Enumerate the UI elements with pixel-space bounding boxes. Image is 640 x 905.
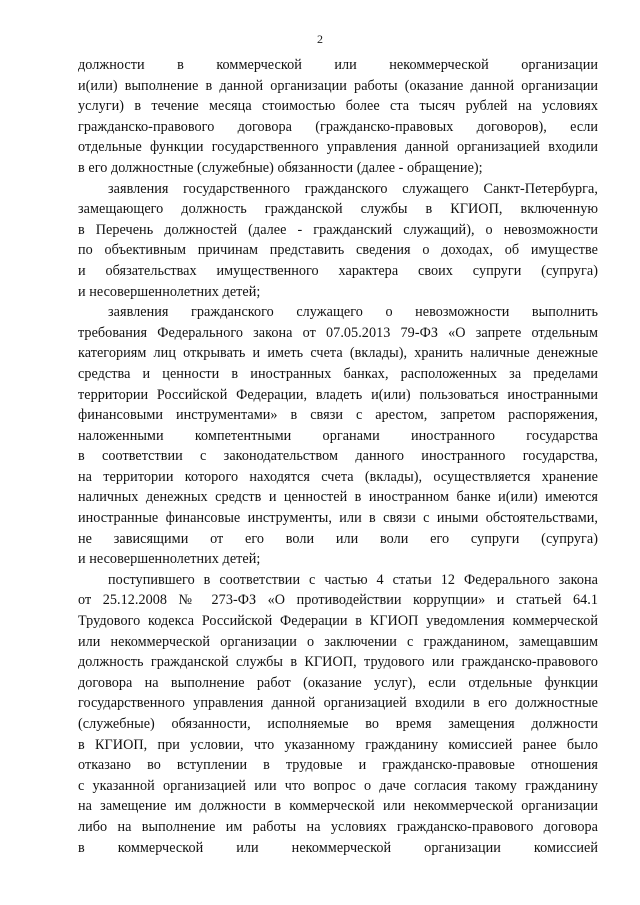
text-line: заявления гражданского служащего о невозможности выполнить <box>108 304 598 321</box>
text-line: договора на выполнение работ (оказание услуг), если отдельные функции <box>78 674 598 691</box>
text-line: в КГИОП, при условии, что указанному гражданину комиссией ранее было <box>78 736 598 753</box>
text-line: отказано во вступлении в трудовые и гражданско-правовые отношения <box>78 757 598 774</box>
text-line: Трудового кодекса Российской Федерации в КГИОП уведомления коммерческой <box>78 613 598 630</box>
text-line: средства и ценности в иностранных банках, расположенных за пределами <box>78 365 598 382</box>
text-line: в соответствии с законодательством данного иностранного государства, <box>78 448 598 465</box>
text-line: на территории которого находятся счета (вклады), осуществляется хранение <box>78 468 598 485</box>
text-line: категориям лиц открывать и иметь счета (вклады), хранить наличные денежные <box>78 345 598 362</box>
text-line: государственного управления данной организацией входили в его должностные <box>78 695 598 712</box>
text-line: в его должностные (служебные) обязанности (далее - обращение); <box>78 159 483 176</box>
text-line: должности в коммерческой или некоммерческой организации <box>78 57 598 73</box>
text-line: требования Федерального закона от 07.05.2013 79-ФЗ «О запрете отдельным <box>78 324 598 341</box>
text-line: и несовершеннолетних детей; <box>78 551 261 568</box>
text-line: наличных денежных средств и ценностей в иностранном банке и(или) имеются <box>78 489 598 506</box>
text-line: на замещение им должности в коммерческой или некоммерческой организации <box>78 798 598 815</box>
text-line: замещающего должность гражданской службы в КГИОП, включенную <box>78 201 598 218</box>
text-line: иностранные финансовые инструменты, или в связи с иными обстоятельствами, <box>78 510 598 527</box>
text-line: или некоммерческой организации о заключении с гражданином, замещавшим <box>78 633 598 650</box>
text-line: в коммерческой или некоммерческой организации комиссией <box>78 839 598 856</box>
text-line: финансовыми инструментами» в связи с арестом, запретом распоряжения, <box>78 407 598 424</box>
document-body <box>78 55 598 858</box>
text-line: либо на выполнение им работы на условиях гражданско-правового договора <box>78 818 598 835</box>
text-line: в Перечень должностей (далее - гражданский служащий), о невозможности <box>78 221 598 238</box>
page-number: 2 <box>317 32 323 46</box>
text-line: заявления государственного гражданского служащего Санкт-Петербурга, <box>108 180 598 197</box>
text-line: должность гражданской службы в КГИОП, трудового или гражданско-правового <box>78 654 598 671</box>
text-line: и несовершеннолетних детей; <box>78 283 261 300</box>
text-line: (служебные) обязанности, исполняемые во время замещения должности <box>78 716 598 732</box>
text-line: и обязательствах имущественного характера своих супруги (супруга) <box>78 262 598 279</box>
text-line: услуги) в течение месяца стоимостью более ста тысяч рублей на условиях <box>78 98 598 115</box>
text-line: не зависящими от его воли или воли его супруги (супруга) <box>78 530 598 547</box>
text-line: и(или) выполнение в данной организации работы (оказание данной организации <box>78 77 598 94</box>
text-line: по объективным причинам представить сведения о доходах, об имуществе <box>78 242 598 259</box>
text-line: от 25.12.2008 № 273-ФЗ «О противодействии коррупции» и статьей 64.1 <box>78 592 598 609</box>
text-line: поступившего в соответствии с частью 4 статьи 12 Федерального закона <box>108 571 598 588</box>
text-line: гражданско-правового договора (гражданско-правовых договоров), если <box>78 118 598 135</box>
text-line: отдельные функции государственного управления данной организацией входили <box>78 139 598 156</box>
text-line: с указанной организацией или что вопрос о даче согласия такому гражданину <box>78 777 598 794</box>
text-line: наложенными компетентными органами иностранного государства <box>78 427 598 444</box>
text-line: территории Российской Федерации, владеть и(или) пользоваться иностранными <box>78 386 598 403</box>
